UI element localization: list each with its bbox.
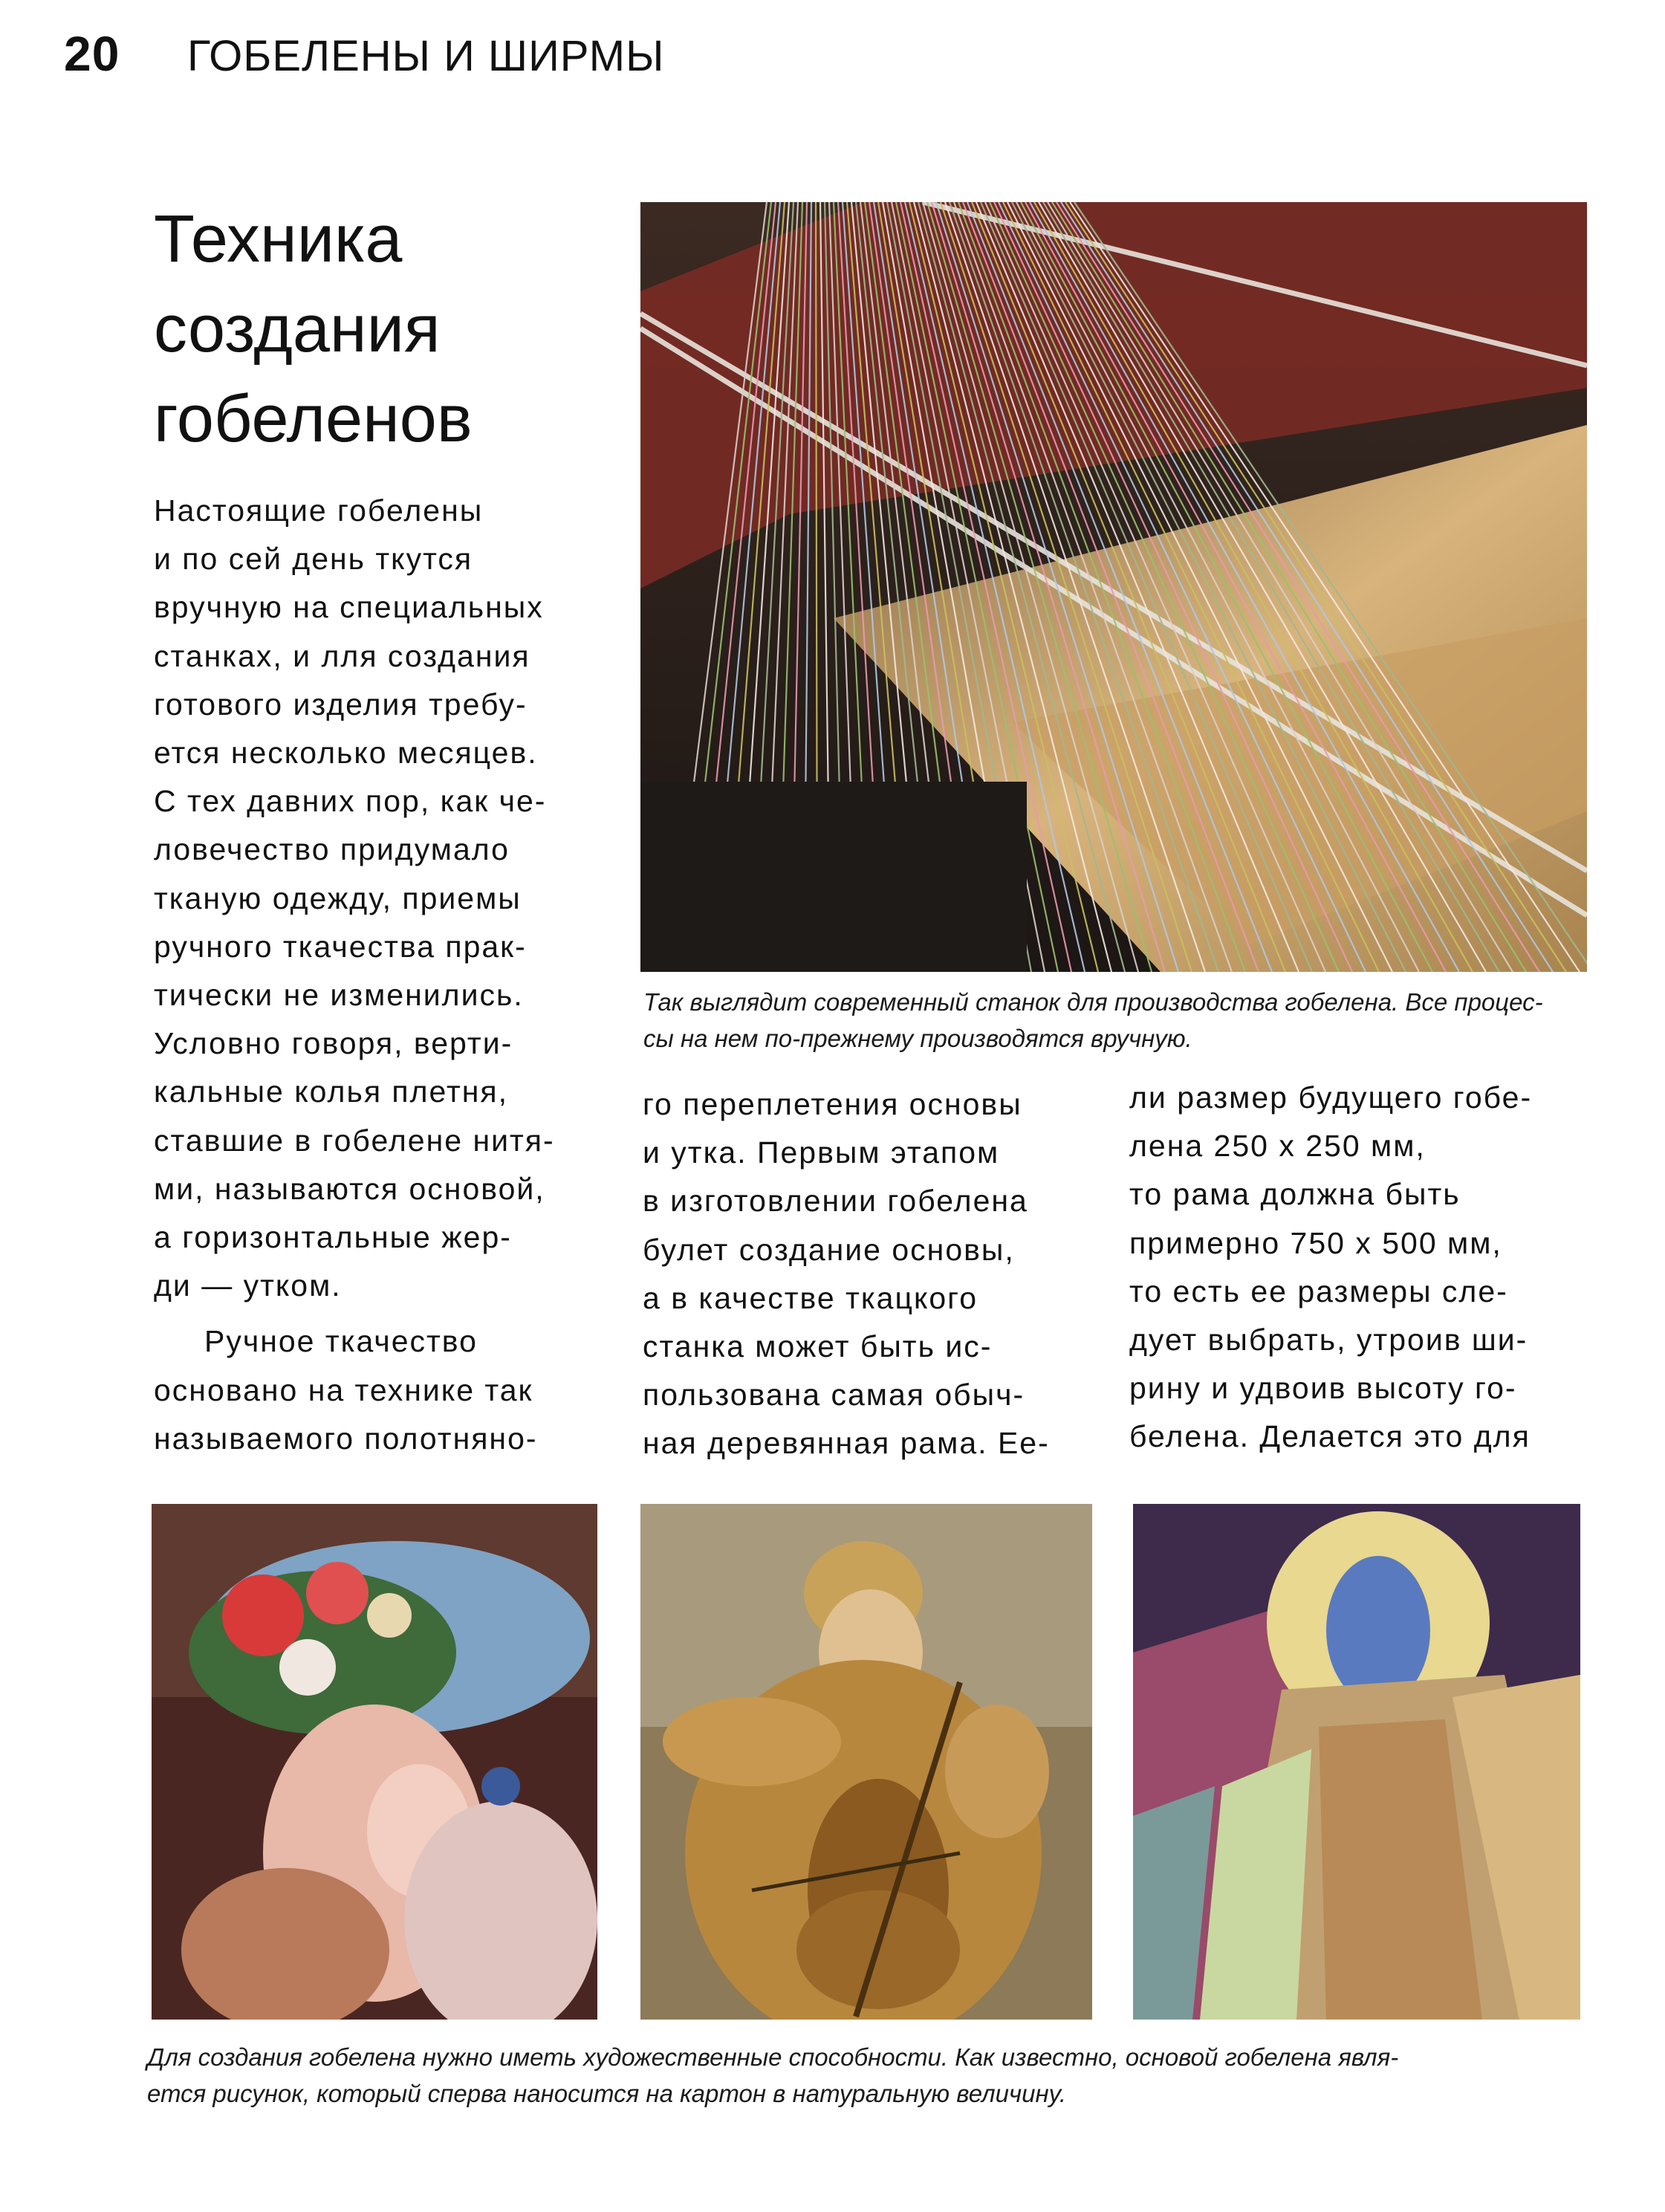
text-line: основано на технике так [154, 1372, 533, 1407]
text-line: Настоящие гобелены [154, 493, 484, 528]
text-column-3 [1129, 1074, 1590, 1462]
text-line: белена. Делается это для [1129, 1419, 1531, 1454]
text-line: ли размер будущего гобе- [1129, 1080, 1533, 1115]
title-line: гобеленов [154, 382, 473, 456]
tapestry-musician-illustration [640, 1504, 1092, 2020]
text-line: ди — утком. [154, 1268, 342, 1303]
text-line: станках, и лля создания [154, 638, 530, 673]
text-line: го переплетения основы [643, 1087, 1022, 1121]
text-line: в изготовлении гобелена [643, 1184, 1028, 1219]
text-line: а в качестве ткацкого [643, 1280, 978, 1315]
text-line: ми, называются основой, [154, 1171, 545, 1206]
text-line: ручного ткачества прак- [154, 929, 527, 964]
text-line: то есть ее размеры сле- [1129, 1274, 1508, 1308]
tapestries-caption [147, 2039, 1588, 2112]
loom-photo [640, 202, 1587, 972]
caption-line: Так выглядит современный станок для производства гобелена. Все процес- [643, 988, 1543, 1016]
article-title [154, 195, 614, 464]
text-column-1 [154, 487, 600, 1463]
text-line: а горизонтальные жер- [154, 1220, 512, 1255]
page-number: 20 [64, 26, 120, 81]
caption-line: сы на нем по-прежнему производятся вручную. [643, 1025, 1192, 1052]
text-line: рину и удвоив высоту го- [1129, 1371, 1517, 1406]
text-line: готового изделия требу- [154, 687, 528, 721]
title-line: создания [154, 292, 441, 366]
tapestry-lady-photo [152, 1504, 597, 2020]
text-line: С тех давних пор, как че- [154, 784, 547, 819]
text-line: и утка. Первым этапом [643, 1135, 1000, 1170]
text-line: и по сей день ткутся [154, 542, 473, 577]
text-line: ная деревянная рама. Ее- [643, 1426, 1050, 1461]
caption-line: ется рисунок, который сперва наносится на картон в натуральную величину. [147, 2080, 1067, 2107]
text-line: ловечество придумало [154, 832, 510, 867]
text-line: лена 250 х 250 мм, [1129, 1129, 1426, 1164]
text-line: тканую одежду, приемы [154, 880, 522, 915]
text-line: Ручное ткачество [204, 1324, 478, 1359]
text-line: Условно говоря, верти- [154, 1026, 513, 1061]
text-line: дует выбрать, утроив ши- [1129, 1323, 1528, 1358]
text-line: тически не изменились. [154, 978, 524, 1013]
text-line: примерно 750 х 500 мм, [1129, 1225, 1502, 1260]
loom-caption [643, 984, 1587, 1057]
text-line: кальные колья плетня, [154, 1074, 508, 1109]
paragraph [154, 487, 600, 1310]
text-line: называемого полотняно- [154, 1421, 538, 1456]
tapestry-lady-illustration [152, 1504, 597, 2020]
text-line: ется несколько месяцев. [154, 736, 538, 771]
caption-line: Для создания гобелена нужно иметь художественные способности. Как известно, основой гобелена явля- [147, 2043, 1399, 2071]
text-line: пользована самая обыч- [643, 1378, 1025, 1412]
tapestry-saint-photo [1133, 1504, 1580, 2020]
title-line: Техника [154, 202, 403, 276]
text-line: станка может быть ис- [643, 1329, 993, 1364]
text-line: ставшие в гобелене нитя- [154, 1123, 555, 1158]
text-column-2 [643, 1080, 1081, 1468]
text-line: булет создание основы, [643, 1232, 1015, 1267]
text-line: вручную на специальных [154, 590, 544, 625]
running-head: ГОБЕЛЕНЫ И ШИРМЫ [187, 32, 665, 80]
text-line: то рама должна быть [1129, 1177, 1461, 1212]
tapestry-saint-illustration [1133, 1504, 1580, 2020]
loom-illustration [640, 202, 1587, 972]
paragraph [154, 1317, 600, 1463]
tapestry-musician-photo [640, 1504, 1092, 2020]
